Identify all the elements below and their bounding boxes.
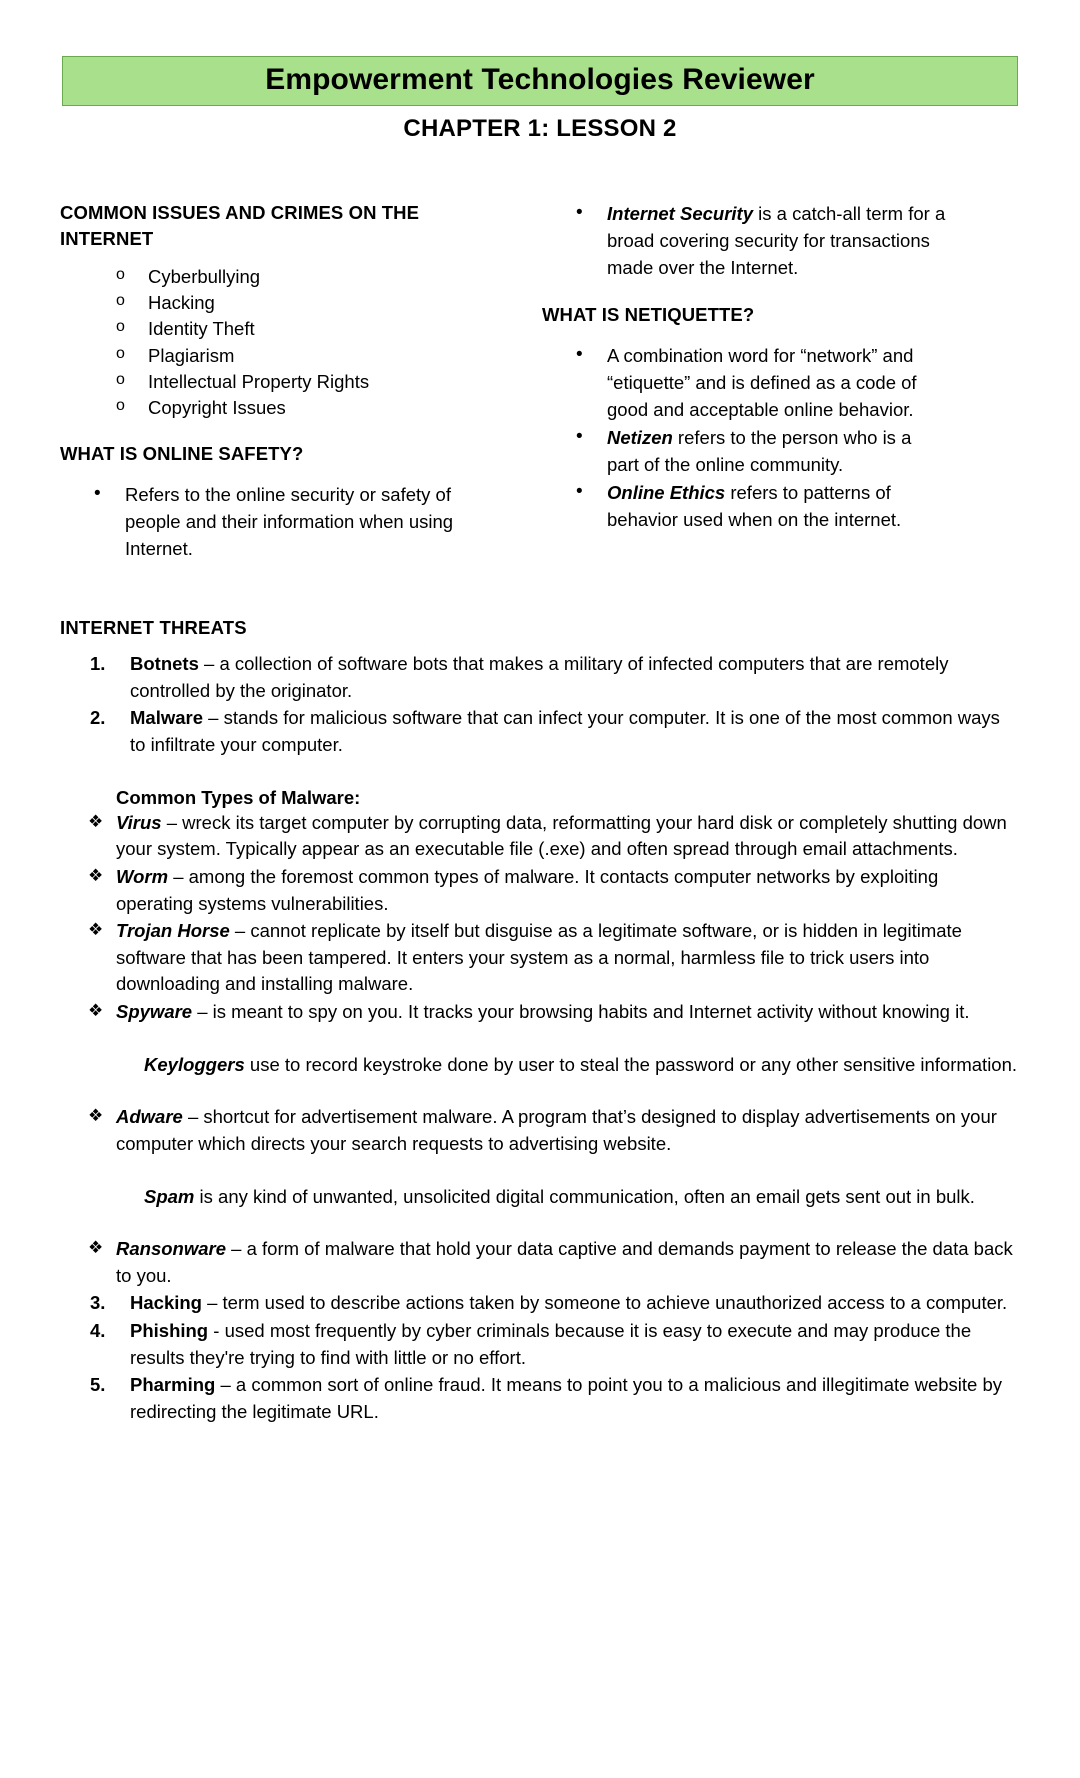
term-malware: Malware bbox=[130, 707, 204, 729]
list-item bbox=[88, 1104, 1020, 1157]
heading-online-safety: WHAT IS ONLINE SAFETY? bbox=[60, 442, 304, 464]
term-definition: – a collection of software bots that makes a military of infected computers that are remotely controlled by the originator. bbox=[130, 653, 949, 701]
term-definition: – stands for malicious software that can infect your computer. It is one of the most common ways to infiltrate your computer. bbox=[130, 707, 1000, 756]
netiquette-list bbox=[542, 342, 946, 533]
note-spam bbox=[88, 1184, 1020, 1211]
term-definition: – wreck its target computer by corrupting data, reformatting your hard disk or completely shutting down your system. Typically appear as an executable file (.exe) and often spread through email attachments. bbox=[116, 811, 1007, 860]
list-item: o Hacking bbox=[116, 290, 496, 315]
term-ransonware: Ransonware bbox=[116, 1238, 227, 1260]
heading-netiquette: WHAT IS NETIQUETTE? bbox=[542, 303, 755, 325]
term-definition: is any kind of unwanted, unsolicited digital communication, often an email gets sent out in bulk. bbox=[194, 1185, 975, 1207]
term-pharming: Pharming bbox=[130, 1374, 216, 1396]
term-definition: - used most frequently by cyber criminals because it is easy to execute and may produce the results they're trying to find with little or no effort. bbox=[130, 1320, 972, 1368]
common-issues-list bbox=[60, 264, 496, 420]
table-row bbox=[90, 705, 1020, 758]
table-row bbox=[90, 1290, 1020, 1317]
list-item: o Cyberbullying bbox=[116, 264, 496, 289]
term-definition: use to record keystroke done by user to steal the password or any other sensitive information. bbox=[244, 1053, 1018, 1075]
term-definition: refers to patterns of behavior used when on the internet. bbox=[607, 481, 902, 530]
list-item: o Identity Theft bbox=[116, 316, 496, 341]
list-item bbox=[88, 918, 1020, 998]
term-definition: is a catch-all term for a broad covering security for transactions made over the Internet. bbox=[607, 202, 946, 278]
term-definition: – a form of malware that hold your data captive and demands payment to release the data back to you. bbox=[116, 1238, 1013, 1286]
malware-types-list-3 bbox=[88, 1236, 1020, 1289]
heading-internet-threats: INTERNET THREATS bbox=[60, 617, 247, 639]
threats-list bbox=[60, 651, 1020, 759]
note-keyloggers bbox=[88, 1052, 1020, 1079]
term-botnets: Botnets bbox=[130, 653, 199, 675]
list-item: • Refers to the online security or safety of people and their information when using Internet. bbox=[92, 481, 496, 562]
list-item bbox=[88, 864, 1020, 917]
page-title: Empowerment Technologies Reviewer bbox=[265, 63, 815, 96]
term-definition: – cannot replicate by itself but disguise as a legitimate software, or is hidden in legitimate software that has been tampered. It enters your system as a normal, harmless file to trick users into downloading and installing malware. bbox=[116, 920, 962, 995]
list-item bbox=[574, 479, 946, 533]
list-item bbox=[88, 1236, 1020, 1289]
term-definition: – term used to describe actions taken by someone to achieve unauthorized access to a computer. bbox=[201, 1292, 1008, 1314]
online-safety-list bbox=[60, 481, 496, 562]
term-netizen: Netizen bbox=[607, 426, 673, 448]
list-item: o Copyright Issues bbox=[116, 395, 496, 420]
malware-types-list-2 bbox=[88, 1104, 1020, 1157]
term-keyloggers: Keyloggers bbox=[144, 1053, 245, 1075]
list-item bbox=[574, 342, 946, 423]
term-definition: refers to the person who is a part of the online community. bbox=[607, 426, 912, 475]
list-item: o Intellectual Property Rights bbox=[116, 369, 496, 394]
malware-types-list-1 bbox=[88, 810, 1020, 1026]
term-phishing: Phishing bbox=[130, 1320, 209, 1342]
title-banner bbox=[62, 56, 1018, 106]
term-adware: Adware bbox=[116, 1106, 183, 1128]
term-online-ethics: Online Ethics bbox=[607, 481, 726, 503]
page-subtitle: CHAPTER 1: LESSON 2 bbox=[403, 114, 677, 142]
term-definition: – among the foremost common types of malware. It contacts computer networks by exploiting operating systems vulnerabilities. bbox=[116, 865, 939, 914]
list-item bbox=[574, 424, 946, 478]
term-definition: A combination word for “network” and “etiquette” and is defined as a code of good and acceptable online behavior. bbox=[607, 344, 917, 420]
term-hacking: Hacking bbox=[130, 1292, 202, 1314]
subheading-common-types-of-malware: Common Types of Malware: bbox=[116, 786, 361, 808]
left-column bbox=[60, 200, 496, 564]
list-item bbox=[88, 810, 1020, 863]
list-item bbox=[574, 200, 946, 281]
two-column-area bbox=[60, 200, 1020, 564]
threats-list-continued bbox=[60, 1290, 1020, 1425]
internet-security-list bbox=[542, 200, 946, 281]
table-row bbox=[90, 1372, 1020, 1425]
term-spyware: Spyware bbox=[116, 1001, 193, 1023]
list-item bbox=[88, 999, 1020, 1026]
term-definition: – is meant to spy on you. It tracks your browsing habits and Internet activity without knowing it. bbox=[192, 1001, 970, 1023]
table-row bbox=[90, 1318, 1020, 1371]
term-spam: Spam bbox=[144, 1185, 195, 1207]
table-row bbox=[90, 651, 1020, 704]
heading-common-issues: COMMON ISSUES AND CRIMES ON THE INTERNET bbox=[60, 201, 420, 249]
term-virus: Virus bbox=[116, 811, 162, 833]
term-definition: – a common sort of online fraud. It means to point you to a malicious and illegitimate website by redirecting the legitimate URL. bbox=[130, 1374, 1002, 1422]
internet-threats-section bbox=[60, 617, 1020, 1425]
list-item: o Plagiarism bbox=[116, 343, 496, 368]
right-column bbox=[542, 200, 946, 534]
term-trojan-horse: Trojan Horse bbox=[116, 920, 230, 942]
term-worm: Worm bbox=[116, 865, 169, 887]
malware-types-block bbox=[60, 787, 1020, 1290]
term-definition: – shortcut for advertisement malware. A program that’s designed to display advertisements on your computer which directs your search requests to advertising website. bbox=[116, 1106, 997, 1154]
term-internet-security: Internet Security bbox=[607, 202, 753, 224]
